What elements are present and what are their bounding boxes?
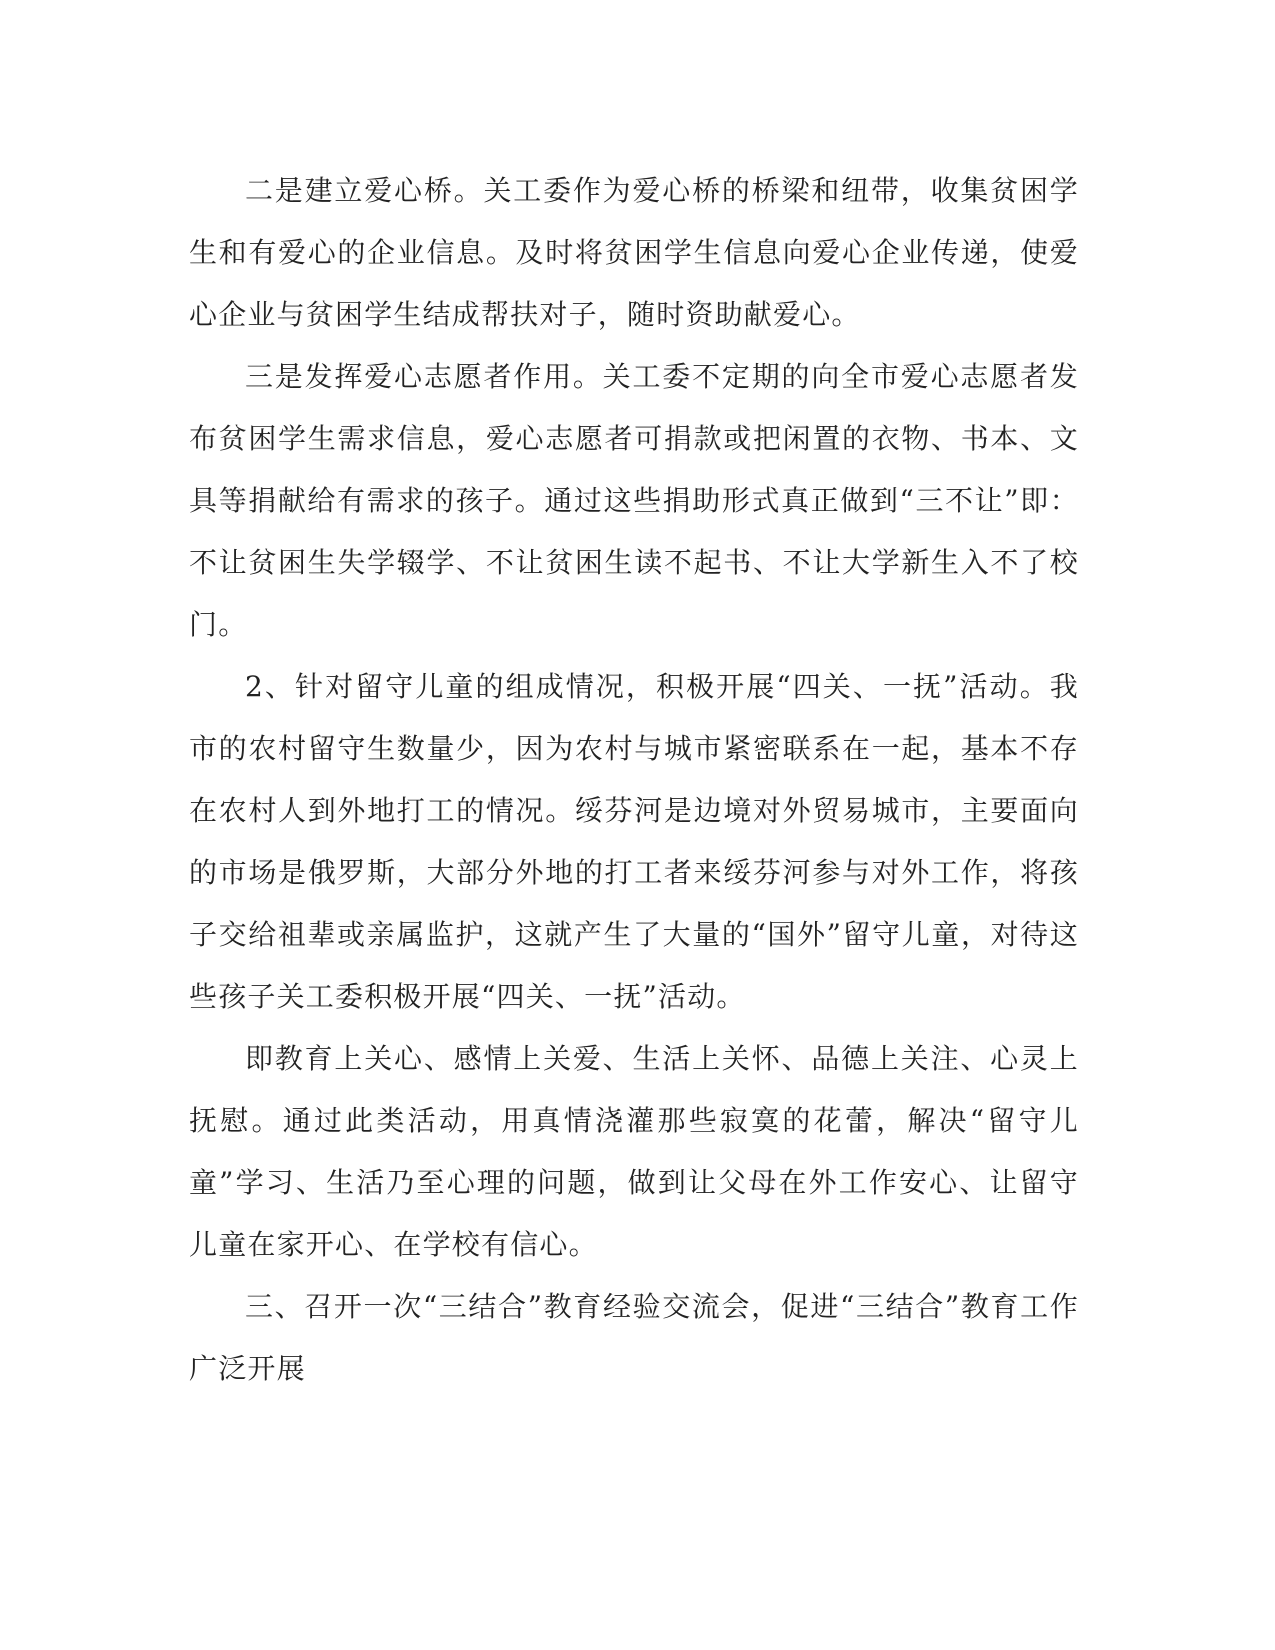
document-body — [189, 160, 1079, 1400]
paragraph-love-bridge: 二是建立爱心桥。关工委作为爱心桥的桥梁和纽带，收集贫困学生和有爱心的企业信息。及时将贫困学生信息向爱心企业传递，使爱心企业与贫困学生结成帮扶对子，随时资助献爱心。 — [189, 174, 1079, 331]
paragraph-volunteers: 三是发挥爱心志愿者作用。关工委不定期的向全市爱心志愿者发布贫困学生需求信息，爱心志愿者可捐款或把闲置的衣物、书本、文具等捐献给有需求的孩子。通过这些捐助形式真正做到“三不让”即：不让贫困生失学辍学、不让贫困生读不起书、不让大学新生入不了校门。 — [189, 360, 1079, 641]
section-heading-exchange-meeting: 三、召开一次“三结合”教育经验交流会，促进“三结合”教育工作广泛开展 — [189, 1290, 1079, 1385]
paragraph-care-activities: 即教育上关心、感情上关爱、生活上关怀、品德上关注、心灵上抚慰。通过此类活动，用真情浇灌那些寂寞的花蕾，解决“留守儿童”学习、生活乃至心理的问题，做到让父母在外工作安心、让留守儿童在家开心、在学校有信心。 — [189, 1042, 1079, 1261]
paragraph-left-behind-children: 2、针对留守儿童的组成情况，积极开展“四关、一抚”活动。我市的农村留守生数量少，因为农村与城市紧密联系在一起，基本不存在农村人到外地打工的情况。绥芬河是边境对外贸易城市，主要面向的市场是俄罗斯，大部分外地的打工者来绥芬河参与对外工作，将孩子交给祖辈或亲属监护，这就产生了大量的“国外”留守儿童，对待这些孩子关工委积极开展“四关、一抚”活动。 — [189, 670, 1079, 1013]
